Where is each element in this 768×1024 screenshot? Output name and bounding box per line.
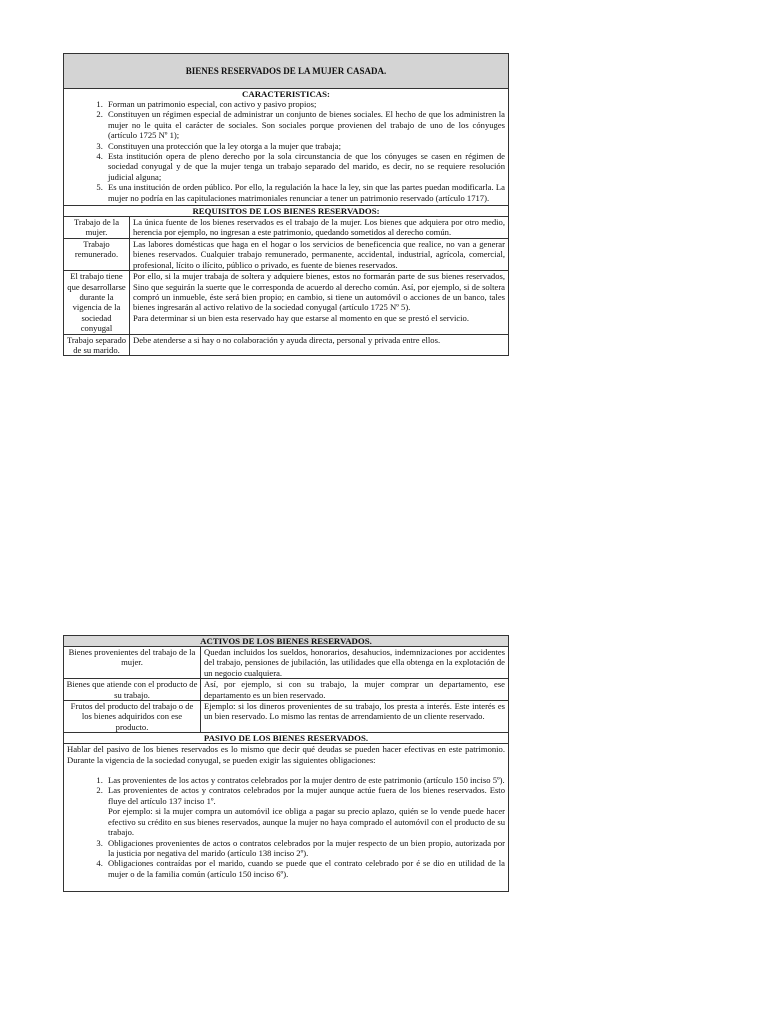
activo-text: Así, por ejemplo, si con su trabajo, la mujer comprar un departamento, ese departamento es un bien reservado.: [201, 679, 509, 701]
activos-header: ACTIVOS DE LOS BIENES RESERVADOS.: [64, 636, 509, 647]
table-row: [64, 271, 509, 334]
activo-label: Frutos del producto del trabajo o de los bienes adquiridos con ese producto.: [64, 701, 201, 733]
requisito-label: Trabajo de la mujer.: [64, 217, 130, 239]
list-item: [105, 785, 505, 837]
table-row: [64, 701, 509, 733]
pasivo-item-text: Obligaciones provenientes de actos o contratos celebrados por la mujer respecto de un bien propio, autorizada por la justicia por negativa del marido (artículo 138 inciso 2º).: [108, 837, 505, 858]
table-row: [64, 217, 509, 239]
activo-label: Bienes provenientes del trabajo de la mujer.: [64, 647, 201, 679]
requisito-text-extra: Para determinar si un bien esta reservado hay que estarse al momento en que se prestó el servicio.: [133, 312, 469, 323]
list-item: 5. Es una institución de orden público. Por ello, la regulación la hace la ley, sin que las partes puedan modificarla. La mujer no podría en las capitulaciones matrimoniales renunciar a tener un patrimonio reservado (artículo 1717).: [105, 182, 505, 203]
pasivo-item-text: Las provenientes de los actos y contratos celebrados por la mujer dentro de este patrimonio (artículo 150 inciso 5º).: [108, 775, 505, 786]
caracteristicas-header: CARACTERISTICAS:: [242, 89, 330, 99]
activo-label: Bienes que atiende con el producto de su trabajo.: [64, 679, 201, 701]
activo-text: Ejemplo: si los dineros provenientes de su trabajo, los presta a interés. Este interés es un bien reservado. Lo mismo las rentas de arrendamiento de un cliente reservado.: [201, 701, 509, 733]
activos-pasivo-table: [63, 635, 509, 892]
list-item: [105, 858, 505, 879]
pasivo-list: [67, 775, 505, 879]
caracteristicas-section: [64, 89, 509, 206]
table-row: [64, 679, 509, 701]
list-item: [105, 838, 505, 859]
activo-text: Quedan incluidos los sueldos, honorarios, desahucios, indemnizaciones por accidentes del trabajo, pensiones de jubilación, las utilidades que ella obtenga en la explotación de un negocio cualquiera.: [201, 647, 509, 679]
requisito-label: El trabajo tiene que desarrollarse durante la vigencia de la sociedad conyugal: [64, 271, 130, 334]
pasivo-item-text: Las provenientes de actos y contratos celebrados por la mujer aunque actúe fuera de los bienes reservados. Esto fluye del artículo 137 inciso 1º.: [108, 785, 505, 806]
requisito-text: Por ello, si la mujer trabaja de soltera y adquiere bienes, estos no formarán parte de sus bienes reservados, Sino que seguirán la suerte que le corresponda de acuerdo al derecho común. Así, por ejemplo, si de soltera compró un inmueble, éste será bien propio; en cambio, si tiene un automóvil o acciones de un banco, tales bienes ingresarán al activo relativo de la sociedad conyugal (artículo 1725 Nº 5).: [133, 271, 505, 313]
pasivo-section: [64, 744, 509, 892]
pasivo-intro: Hablar del pasivo de los bienes reservados es lo mismo que decir qué deudas se pueden hacer efectivas en este patrimonio. Durante la vigencia de la sociedad conyugal, se pueden exigir las siguientes obligaciones:: [67, 744, 505, 765]
list-item: [105, 775, 505, 785]
caracteristicas-list: [67, 99, 505, 203]
bienes-reservados-table: [63, 53, 509, 356]
requisito-label: Trabajo separado de su marido.: [64, 334, 130, 356]
list-item: 4. Esta institución opera de pleno derecho por la sola circunstancia de que los cónyuges se casen en régimen de sociedad conyugal y de que la mujer tenga un trabajo separado del marido, es decir, no se requiere resolución judicial alguna;: [105, 151, 505, 182]
table-row: [64, 238, 509, 270]
document-title: BIENES RESERVADOS DE LA MUJER CASADA.: [64, 54, 509, 89]
requisito-text: Las labores domésticas que haga en el hogar o los servicios de beneficencia que realice, no van a generar bienes reservados. Cualquier trabajo remunerado, permanente, accidental, industrial, agrícola, comercial, profesional, lícito o ilícito, público o privado, es fuente de bienes reservados.: [130, 238, 509, 270]
requisito-text: Debe atenderse a si hay o no colaboración y ayuda directa, personal y privada entre ellos.: [130, 334, 509, 356]
pasivo-item-example: Por ejemplo: si la mujer compra un automóvil ice obliga a pagar su precio aplazo, quién se lo vende puede hacer efectivo su crédito en sus bienes reservados, aunque la mujer no haya comprado el automóvil con el producto de su trabajo.: [108, 806, 505, 838]
table-row: [64, 647, 509, 679]
requisito-text: La única fuente de los bienes reservados es el trabajo de la mujer. Los bienes que adquiera por otro medio, herencia por ejemplo, no ingresan a este patrimonio, quedando sometidos al derecho común.: [130, 217, 509, 239]
requisito-text-cell: [130, 271, 509, 334]
list-item: 1. Forman un patrimonio especial, con activo y pasivo propios;: [105, 99, 505, 109]
requisitos-header: REQUISITOS DE LOS BIENES RESERVADOS:: [64, 206, 509, 217]
pasivo-header: PASIVO DE LOS BIENES RESERVADOS.: [64, 733, 509, 744]
requisito-label: Trabajo remunerado.: [64, 238, 130, 270]
table-row: [64, 334, 509, 356]
list-item: 2. Constituyen un régimen especial de administrar un conjunto de bienes sociales. El hecho de que los administren la mujer no le quita el carácter de sociales. Son sociales porque provienen del trabajo de uno de los cónyuges (artículo 1725 Nº 1);: [105, 109, 505, 140]
pasivo-item-text: Obligaciones contraídas por el marido, cuando se puede que el contrato celebrado por é se dio en utilidad de la mujer o de la familia común (artículo 150 inciso 6º).: [108, 858, 505, 879]
list-item: 3. Constituyen una protección que la ley otorga a la mujer que trabaja;: [105, 141, 505, 151]
